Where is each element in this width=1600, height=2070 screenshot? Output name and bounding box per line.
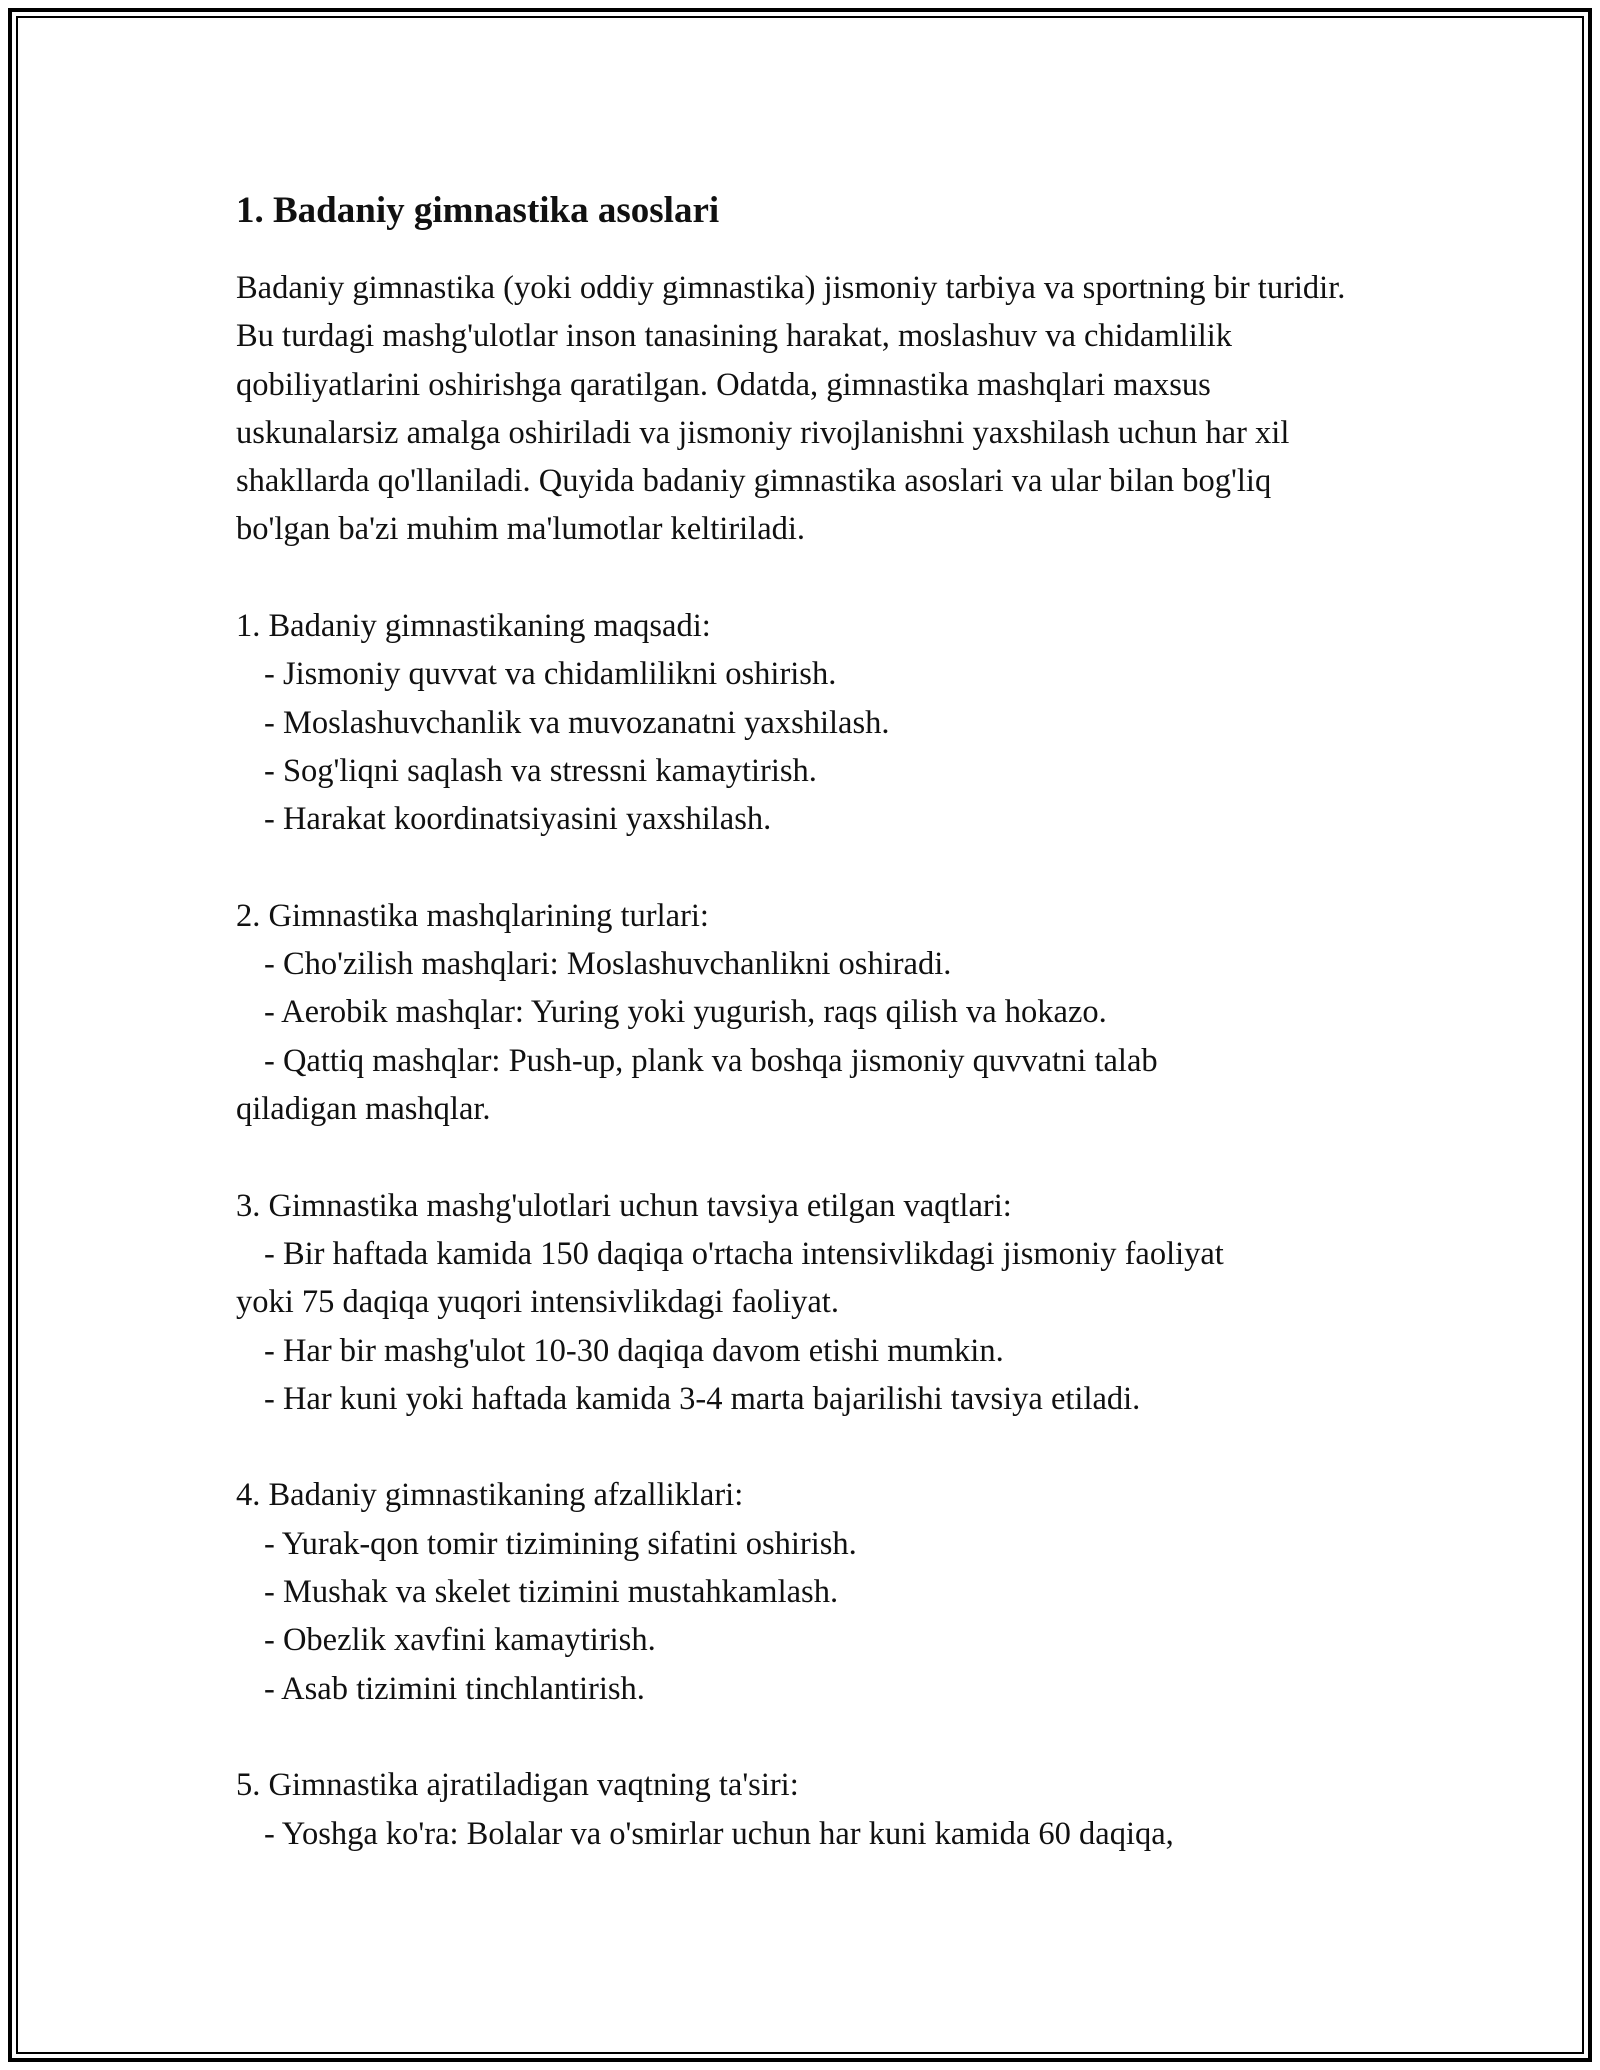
section-heading: 3. Gimnastika mashg'ulotlari uchun tavsiya etilgan vaqtlari: <box>236 1187 1012 1224</box>
list-item-continuation: yoki 75 daqiqa yuqori intensivlikdagi faoliyat. <box>236 1284 839 1321</box>
list-item: - Yoshga ko'ra: Bolalar va o'smirlar uchun har kuni kamida 60 daqiqa, <box>264 1815 1174 1852</box>
section-1 <box>236 602 1366 843</box>
document-title: 1. Badaniy gimnastika asoslari <box>236 190 720 231</box>
intro-paragraph: Badaniy gimnastika (yoki oddiy gimnastika) jismoniy tarbiya va sportning bir turidir. Bu turdagi mashg'ulotlar inson tanasining harakat, moslashuv va chidamlilik qobiliyatlarini oshirishga qaratilgan. Odatda, gimnastika mashqlari maxsus uskunalarsiz amalga oshiriladi va jismoniy rivojlanishni yaxshilash uchun har xil shakllarda qo'llaniladi. Quyida badaniy gimnastika asoslari va ular bilan bog'liq bo'lgan ba'zi muhim ma'lumotlar keltiriladi. <box>236 270 1354 548</box>
document-body <box>236 186 1366 1858</box>
list-item: - Yurak-qon tomir tizimining sifatini oshirish. <box>264 1525 857 1562</box>
list-item: - Asab tizimini tinchlantirish. <box>264 1670 645 1707</box>
list-item: - Har kuni yoki haftada kamida 3-4 marta bajarilishi tavsiya etiladi. <box>264 1380 1141 1417</box>
section-gap <box>236 1133 1366 1181</box>
list-item: - Mushak va skelet tizimini mustahkamlash. <box>264 1574 839 1611</box>
section-gap <box>236 1713 1366 1761</box>
list-item: - Har bir mashg'ulot 10-30 daqiqa davom etishi mumkin. <box>264 1332 1004 1369</box>
list-item: - Bir haftada kamida 150 daqiqa o'rtacha intensivlikdagi jismoniy faoliyat <box>264 1235 1224 1272</box>
section-gap <box>236 1423 1366 1471</box>
section-4 <box>236 1471 1366 1712</box>
section-2 <box>236 892 1366 1133</box>
list-item: - Harakat koordinatsiyasini yaxshilash. <box>264 801 772 838</box>
list-item: - Aerobik mashqlar: Yuring yoki yugurish, raqs qilish va hokazo. <box>264 994 1107 1031</box>
section-gap <box>236 844 1366 892</box>
section-gap <box>236 554 1366 602</box>
section-heading: 4. Badaniy gimnastikaning afzalliklari: <box>236 1477 744 1514</box>
list-item: - Sog'liqni saqlash va stressni kamaytirish. <box>264 752 817 789</box>
list-item: - Qattiq mashqlar: Push-up, plank va boshqa jismoniy quvvatni talab <box>264 1042 1158 1079</box>
list-item: - Obezlik xavfini kamaytirish. <box>264 1622 656 1659</box>
section-heading: 2. Gimnastika mashqlarining turlari: <box>236 897 709 934</box>
list-item-continuation: qiladigan mashqlar. <box>236 1091 491 1128</box>
section-5 <box>236 1761 1366 1858</box>
section-heading: 5. Gimnastika ajratiladigan vaqtning ta'siri: <box>236 1767 799 1804</box>
list-item: - Cho'zilish mashqlari: Moslashuvchanlikni oshiradi. <box>264 946 952 983</box>
section-3 <box>236 1182 1366 1423</box>
list-item: - Moslashuvchanlik va muvozanatni yaxshilash. <box>264 704 890 741</box>
list-item: - Jismoniy quvvat va chidamlilikni oshirish. <box>264 656 837 693</box>
section-heading: 1. Badaniy gimnastikaning maqsadi: <box>236 608 711 645</box>
